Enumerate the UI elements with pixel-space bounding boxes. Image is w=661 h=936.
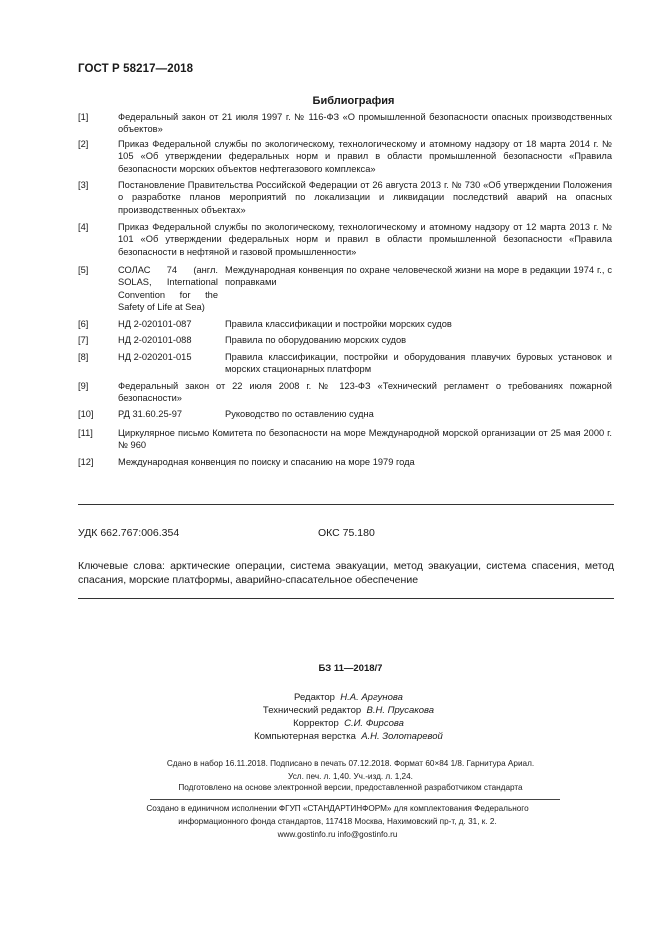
entry-text: Федеральный закон от 21 июля 1997 г. № 116-ФЗ «О промышленной безопасности опасных производственных объектов» — [118, 112, 612, 135]
imprint-line: Усл. печ. л. 1,40. Уч.-изд. л. 1,24. — [288, 772, 413, 781]
bz-number: БЗ 11—2018/7 — [318, 663, 383, 674]
staff-role: Корректор — [293, 718, 339, 729]
staff-name: А.Н. Золотаревой — [361, 731, 443, 742]
entry-number: [11] — [78, 428, 93, 438]
staff-role: Технический редактор — [262, 705, 362, 716]
entry-code: СОЛАС 74 (англ. SOLAS, International Convention for the Safety of Life at Sea) — [118, 265, 218, 313]
staff-name: Н.А. Аргунова — [340, 692, 403, 703]
entry-number: [7] — [78, 335, 89, 345]
entry-title: Руководство по оставлению судна — [225, 409, 374, 419]
entry-number: [2] — [78, 139, 89, 149]
entry-number: [12] — [78, 457, 94, 467]
entry-number: [9] — [78, 381, 89, 391]
divider — [78, 504, 614, 505]
entry-code: НД 2-020101-087 — [118, 319, 192, 329]
entry-number: [10] — [78, 409, 94, 419]
entry-code: РД 31.60.25-97 — [118, 409, 183, 419]
entry-text: Международная конвенция по поиску и спасанию на море 1979 года — [118, 457, 415, 467]
staff-role: Редактор — [294, 692, 335, 703]
staff-line-editor — [0, 692, 661, 703]
entry-title: Правила по оборудованию морских судов — [225, 335, 407, 345]
imprint-line: Сдано в набор 16.11.2018. Подписано в печать 07.12.2018. Формат 60×84 1/8. Гарнитура Ариал. — [166, 759, 535, 768]
keywords: Ключевые слова: арктические операции, система эвакуации, метод эвакуации, система спасения, метод спасания, морские платформы, аварийно-спасательное обеспечение — [78, 560, 614, 586]
standard-header: ГОСТ Р 58217—2018 — [78, 63, 194, 75]
entry-title: Правила классификации и постройки морских судов — [225, 319, 452, 329]
entry-text: Приказ Федеральной службы по экологическому, технологическому и атомному надзору от 18 марта 2014 г. № 105 «Об утверждении федеральных норм и правил в области промышленной безопасности «Правила безопасности морских объектов нефтегазового комплекса» — [118, 139, 612, 174]
entry-code: НД 2-020201-015 — [118, 352, 192, 362]
entry-title: Международная конвенция по охране человеческой жизни на море в редакции 1974 г., с поправками — [225, 265, 612, 288]
staff-line-corrector — [0, 718, 661, 729]
udk-code: УДК 662.767:006.354 — [78, 527, 180, 539]
divider — [150, 799, 560, 800]
staff-line-tech-editor — [0, 705, 661, 716]
entry-number: [6] — [78, 319, 89, 329]
entry-number: [1] — [78, 112, 89, 122]
bibliography-title: Библиография — [312, 95, 395, 107]
entry-text: Постановление Правительства Российской Федерации от 26 августа 2013 г. № 730 «Об утверждении Положения о разработке планов мероприятий по локализации и ликвидации последствий аварий на опасных производственных объектах» — [118, 180, 612, 215]
entry-text: Федеральный закон от 22 июля 2008 г. № 123-ФЗ «Технический регламент о требованиях пожарной безопасности» — [118, 381, 612, 404]
entry-code: НД 2-020101-088 — [118, 335, 192, 345]
entry-text: Приказ Федеральной службы по экологическому, технологическому и атомному надзору от 12 марта 2013 г. № 101 «Об утверждении федеральных норм и правил в области промышленной безопасности «Правила безопасности в нефтяной и газовой промышленности» — [118, 222, 612, 257]
entry-title: Правила классификации, постройки и оборудования плавучих буровых установок и морских стационарных платформ — [225, 352, 612, 375]
entry-number: [8] — [78, 352, 89, 362]
entry-number: [4] — [78, 222, 89, 232]
staff-name: В.Н. Прусакова — [366, 705, 435, 716]
publisher-line: информационного фонда стандартов, 117418 Москва, Нахимовский пр-т, д. 31, к. 2. — [178, 817, 497, 826]
oks-code: ОКС 75.180 — [318, 527, 375, 539]
imprint-line: Подготовлено на основе электронной версии, предоставленной разработчиком стандарта — [178, 783, 523, 792]
entry-number: [3] — [78, 180, 89, 190]
publisher-line: Создано в единичном исполнении ФГУП «СТАНДАРТИНФОРМ» для комплектования Федерального — [146, 804, 529, 813]
publisher-web: www.gostinfo.ru info@gostinfo.ru — [277, 830, 398, 839]
staff-line-layout — [0, 731, 661, 742]
staff-name: С.И. Фирсова — [344, 718, 404, 729]
entry-text: Циркулярное письмо Комитета по безопасности на море Международной морской организации от 25 мая 2000 г. № 960 — [118, 428, 612, 451]
divider — [78, 598, 614, 599]
staff-role: Компьютерная верстка — [254, 731, 356, 742]
entry-number: [5] — [78, 265, 89, 275]
